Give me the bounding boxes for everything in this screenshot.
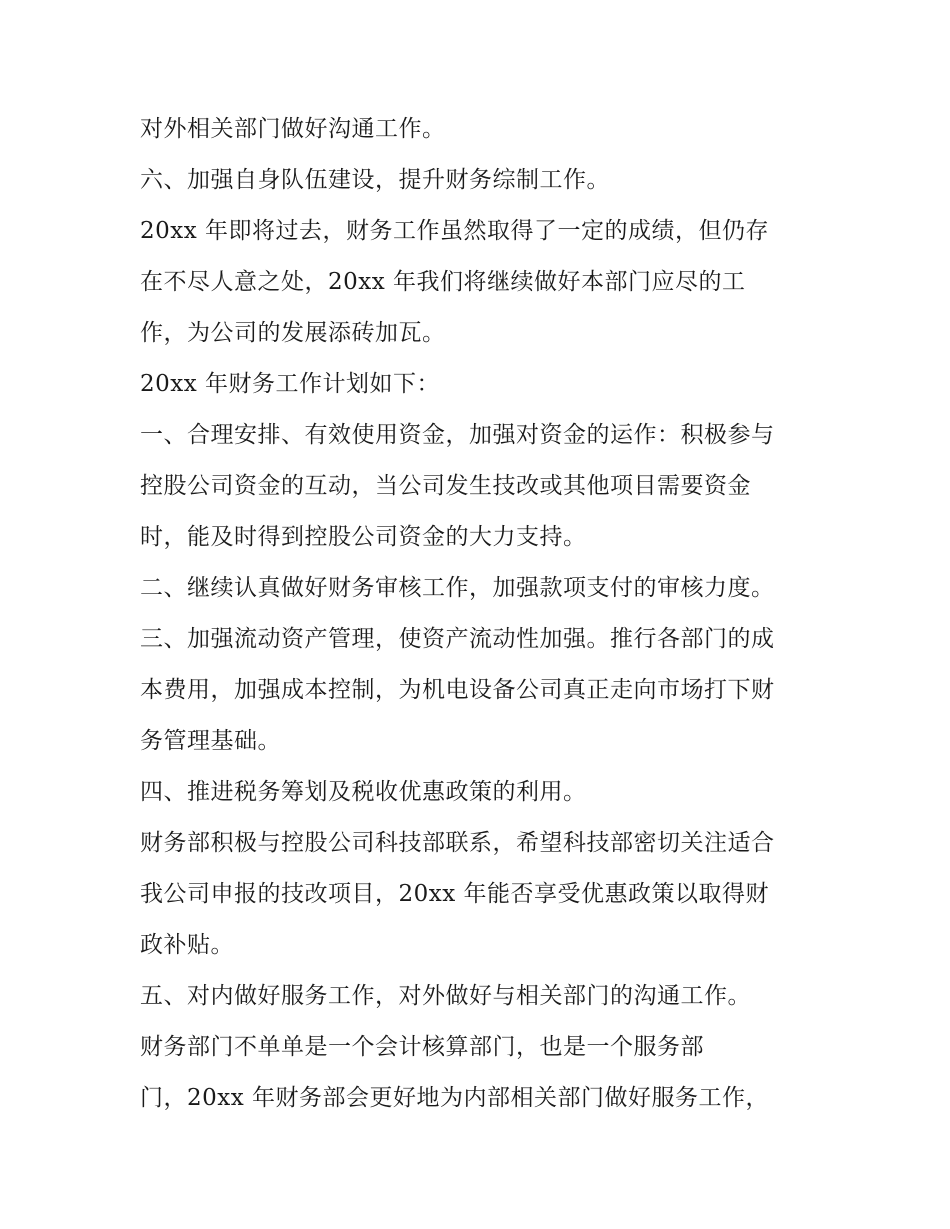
text-line-20: 门，20xx 年财务部会更好地为内部相关部门做好服务工作，: [140, 1085, 770, 1111]
text-line-16: 我公司申报的技改项目，20xx 年能否享受优惠政策以取得财: [140, 881, 770, 907]
text-line-18: 五、对内做好服务工作，对外做好与相关部门的沟通工作。: [140, 983, 751, 1009]
text-line-11: 三、加强流动资产管理，使资产流动性加强。推行各部门的成: [140, 626, 775, 652]
text-line-8: 控股公司资金的互动，当公司发生技改或其他项目需要资金: [140, 473, 751, 499]
text-line-5: 作，为公司的发展添砖加瓦。: [140, 320, 446, 346]
text-line-17: 政补贴。: [140, 932, 234, 958]
document-body: [140, 104, 840, 1124]
text-line-9: 时，能及时得到控股公司资金的大力支持。: [140, 524, 587, 550]
text-line-4: 在不尽人意之处，20xx 年我们将继续做好本部门应尽的工: [140, 269, 746, 295]
text-line-19: 财务部门不单单是一个会计核算部门，也是一个服务部: [140, 1034, 704, 1060]
text-line-14: 四、推进税务筹划及税收优惠政策的利用。: [140, 779, 587, 805]
text-line-15: 财务部积极与控股公司科技部联系，希望科技部密切关注适合: [140, 830, 775, 856]
text-line-10: 二、继续认真做好财务审核工作，加强款项支付的审核力度。: [140, 575, 775, 601]
text-line-6: 20xx 年财务工作计划如下：: [140, 371, 441, 397]
text-line-2: 六、加强自身队伍建设，提升财务综制工作。: [140, 167, 610, 193]
text-line-7: 一、合理安排、有效使用资金，加强对资金的运作：积极参与: [140, 422, 775, 448]
text-line-3: 20xx 年即将过去，财务工作虽然取得了一定的成绩，但仍存: [140, 218, 770, 244]
text-line-1: 对外相关部门做好沟通工作。: [140, 116, 446, 142]
text-line-13: 务管理基础。: [140, 728, 281, 754]
text-line-12: 本费用，加强成本控制，为机电设备公司真正走向市场打下财: [140, 677, 775, 703]
